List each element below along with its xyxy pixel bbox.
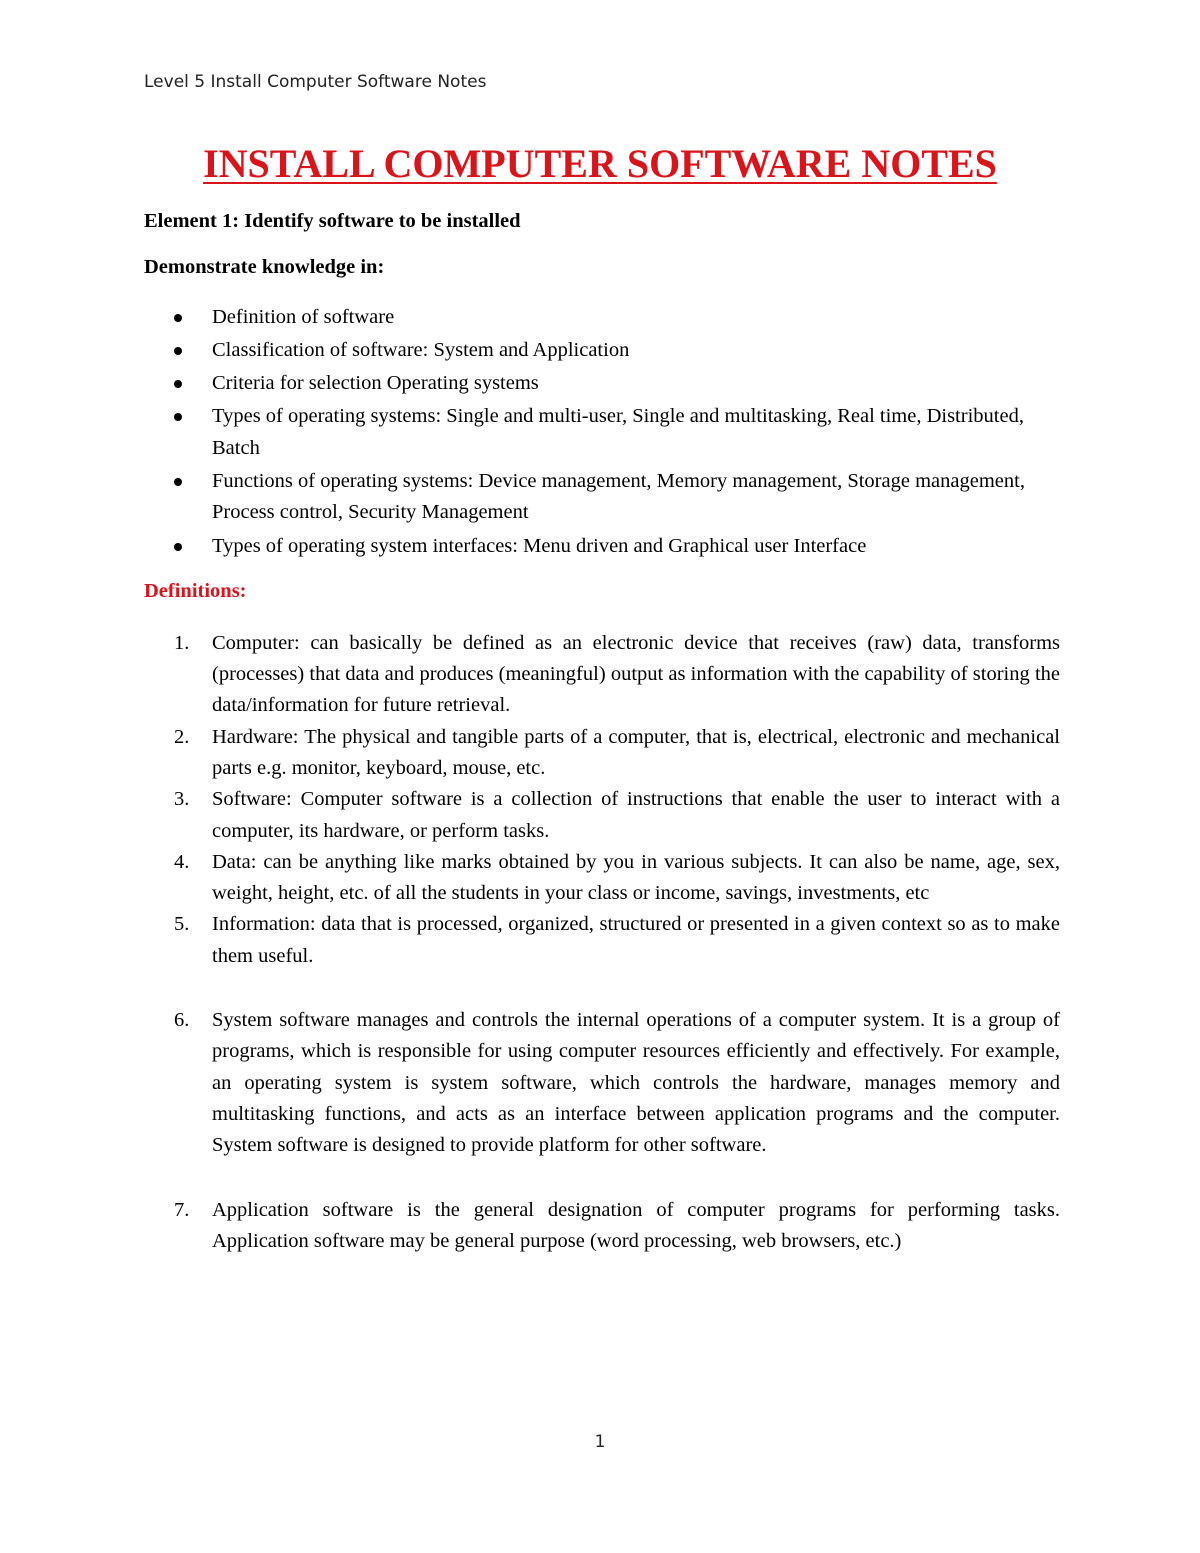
definitions-list [144,628,1060,1257]
definitions-heading: Definitions: [144,579,247,602]
definition-number: 2. [174,725,190,748]
definition-number: 4. [174,850,190,873]
list-item-text: Types of operating system interfaces: Menu driven and Graphical user Interface [212,534,867,557]
demonstrate-heading: Demonstrate knowledge in: [144,256,385,279]
list-item [144,466,1060,529]
definition-item [144,1195,1060,1258]
topics-list [144,302,1060,562]
definition-text: Hardware: The physical and tangible parts of a computer, that is, electrical, electronic and mechanical parts e.g. monitor, keyboard, mouse, etc. [212,725,1060,779]
definition-item [144,628,1060,722]
list-item [144,368,1060,399]
definition-number: 1. [174,631,190,654]
definition-number: 7. [174,1198,190,1221]
definition-text: Application software is the general designation of computer programs for performing tasks. Application software may be general purpose (word processing, web browsers, etc.) [212,1198,1060,1252]
definition-number: 6. [174,1009,190,1032]
list-item-text: Types of operating systems: Single and multi-user, Single and multitasking, Real time, Distributed, Batch [212,405,1024,459]
bullet-icon [174,478,182,486]
bullet-icon [174,314,182,322]
bullet-icon [174,543,182,551]
definition-item [144,909,1060,972]
definition-text: System software manages and controls the internal operations of a computer system. It is a group of programs, which is responsible for using computer resources efficiently and effectively. For example, an operating system is system software, which controls the hardware, manages memory and multitasking functions, and acts as an interface between application programs and the computer. System software is designed to provide platform for other software. [212,1009,1060,1157]
definition-text: Information: data that is processed, organized, structured or presented in a given context so as to make them useful. [212,913,1060,967]
list-item-text: Definition of software [212,305,395,328]
definition-item [144,847,1060,910]
definition-number: 3. [174,788,190,811]
list-item [144,531,1060,562]
list-item-text: Functions of operating systems: Device management, Memory management, Storage management, Process control, Security Management [212,470,1025,524]
definition-item [144,784,1060,847]
page-number: 1 [594,1432,606,1452]
definition-text: Data: can be anything like marks obtained by you in various subjects. It can also be name, age, sex, weight, height, etc. of all the students in your class or income, savings, investments, etc [212,850,1060,905]
list-item [144,401,1060,464]
definition-item [144,722,1060,785]
list-item-text: Criteria for selection Operating systems [212,372,539,395]
page-title: INSTALL COMPUTER SOFTWARE NOTES [203,141,997,186]
definition-text: Software: Computer software is a collection of instructions that enable the user to interact with a computer, its hardware, or perform tasks. [212,788,1060,842]
bullet-icon [174,380,182,388]
list-item [144,302,1060,333]
definition-item [144,1005,1060,1161]
bullet-icon [174,413,182,421]
element-heading: Element 1: Identify software to be installed [144,210,521,232]
definition-text: Computer: can basically be defined as an electronic device that receives (raw) data, transforms (processes) that data and produces (meaningful) output as information with the capability of storing the data/information for future retrieval. [212,631,1060,717]
running-header: Level 5 Install Computer Software Notes [144,72,487,92]
bullet-icon [174,347,182,355]
definition-number: 5. [174,913,190,936]
list-item-text: Classification of software: System and Application [212,338,630,361]
list-item [144,335,1060,366]
document-body [144,206,1060,1257]
